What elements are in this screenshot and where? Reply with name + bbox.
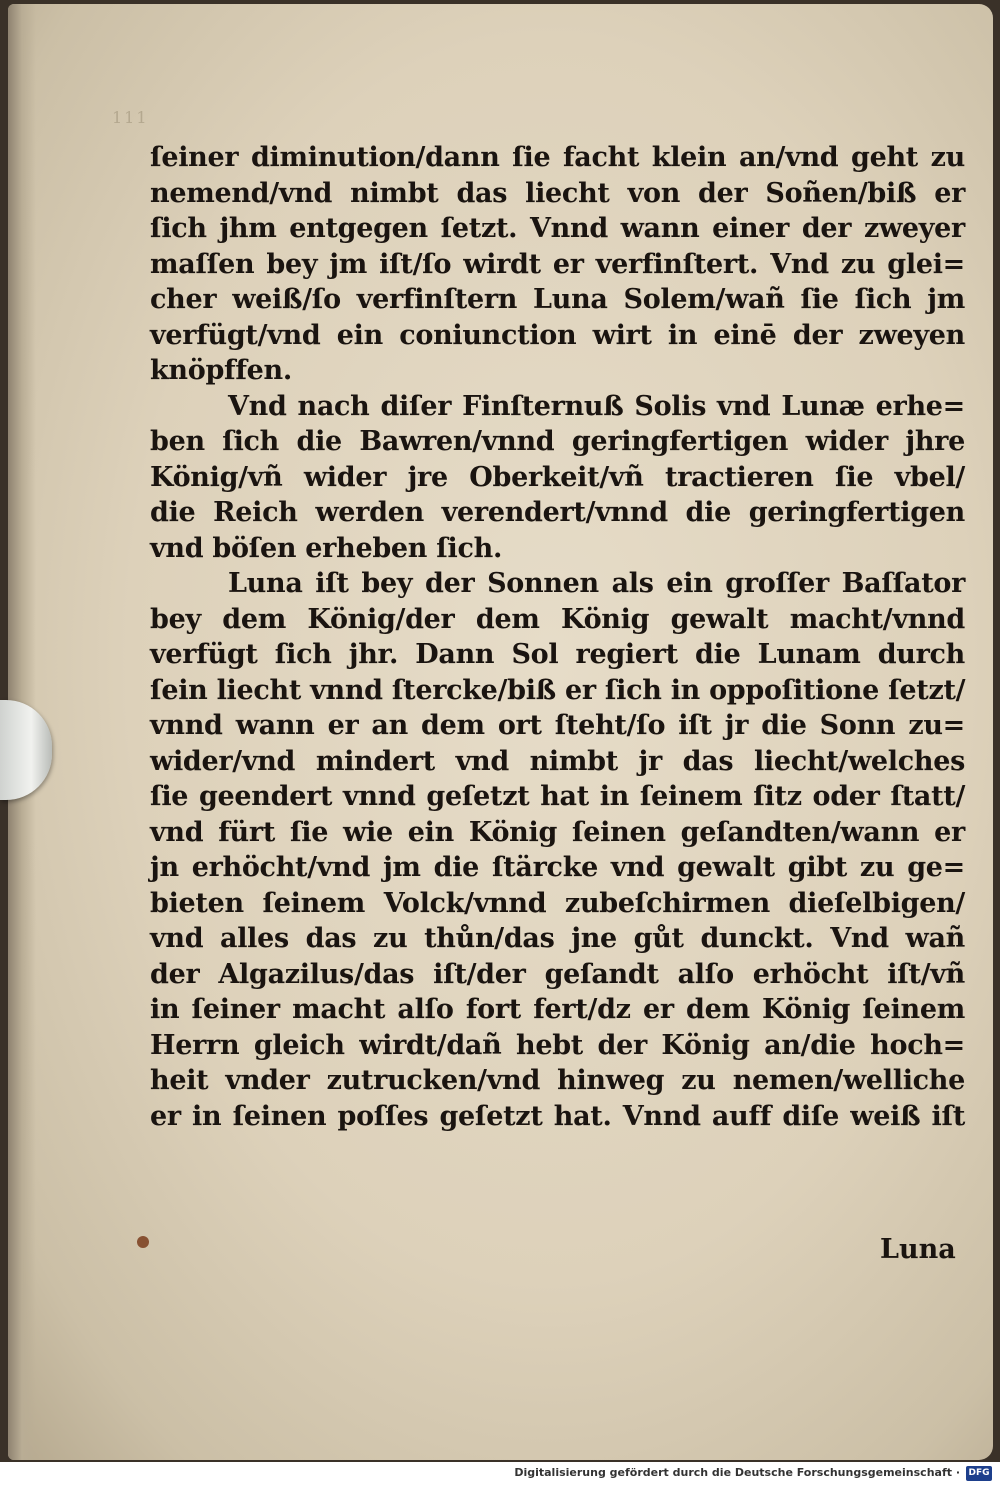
text-line: wider/vnd mindert vnd nimbt jr das liecht/welches: [150, 745, 965, 777]
funding-credit: Digitalisierung gefördert durch die Deutsche Forschungsgemeinschaft ·: [514, 1466, 960, 1479]
text-line: ſich jhm entgegen ſetzt. Vnnd wann einer der zweyer: [150, 213, 965, 244]
paragraph-start-line: Luna iſt bey der Sonnen als ein groſſer Baſſator: [228, 568, 965, 599]
text-line: in ſeiner macht alſo fort fert/dz er dem König ſeinem: [150, 994, 965, 1025]
body-text: [150, 140, 965, 1134]
catchword: Luna: [880, 1234, 956, 1265]
paragraph-start-line: Vnd nach diſer Finſternuß Solis vnd Lunæ erhe=: [228, 390, 965, 422]
dfg-logo: DFG: [966, 1466, 992, 1481]
text-line: heit vnder zutrucken/vnd hinweg zu nemen/welliche: [150, 1065, 965, 1096]
text-line: vnd fürt ſie wie ein König ſeinen geſandten/wann er: [150, 816, 965, 848]
text-line: knöpffen.: [150, 355, 292, 386]
text-line: er in ſeinen poſſes geſetzt hat. Vnnd auff diſe weiß iſt: [150, 1100, 965, 1132]
text-line: nemend/vnd nimbt das liecht von der Soñen/biß er: [150, 177, 965, 209]
text-line: ben ſich die Bawren/vnnd geringfertigen wider jhre: [150, 426, 965, 457]
text-line: ſein liecht vnnd ſtercke/biß er ſich in oppoſitione ſetzt/: [150, 674, 966, 706]
text-line: Herrn gleich wirdt/dañ hebt der König an/die hoch=: [150, 1029, 965, 1061]
text-line: vnd alles das zu thůn/das jne gůt dunckt. Vnd wañ: [150, 923, 965, 954]
text-line: der Algazilus/das iſt/der geſandt alſo erhöcht iſt/vñ: [150, 958, 965, 990]
digitization-footer: [0, 1462, 1000, 1486]
text-line: bieten ſeinem Volck/vnnd zubeſchirmen dieſelbigen/: [150, 887, 965, 919]
text-line: ſie geendert vnnd geſetzt hat in ſeinem ſitz oder ſtatt/: [150, 781, 965, 812]
text-line: verfügt ſich jhr. Dann Sol regiert die Lunam durch: [150, 639, 965, 670]
text-line: cher weiß/ſo verfinſtern Luna Solem/wañ ſie ſich jm: [150, 284, 965, 315]
text-line: verfügt/vnd ein coniunction wirt in einē der zweyen: [150, 319, 965, 351]
text-line: ſeiner diminution/dann ſie facht klein an/vnd geht zu: [150, 142, 965, 173]
text-line: vnd böſen erheben ſich.: [150, 532, 503, 564]
text-line: König/vñ wider jre Oberkeit/vñ tractieren ſie vbel/: [150, 461, 965, 493]
text-line: die Reich werden verendert/vnnd die geringfertigen: [150, 497, 965, 528]
page-number-mark: 111: [112, 108, 149, 127]
text-line: vnnd wann er an dem ort ſteht/ſo iſt jr die Sonn zu=: [150, 710, 965, 741]
ink-stain: [137, 1236, 149, 1248]
text-line: bey dem König/der dem König gewalt macht/vnnd: [150, 603, 965, 635]
text-line: maſſen bey jm iſt/ſo wirdt er verfinſtert. Vnd zu glei=: [150, 248, 965, 280]
text-line: jn erhöcht/vnd jm die ſtärcke vnd gewalt gibt zu ge=: [150, 852, 965, 883]
